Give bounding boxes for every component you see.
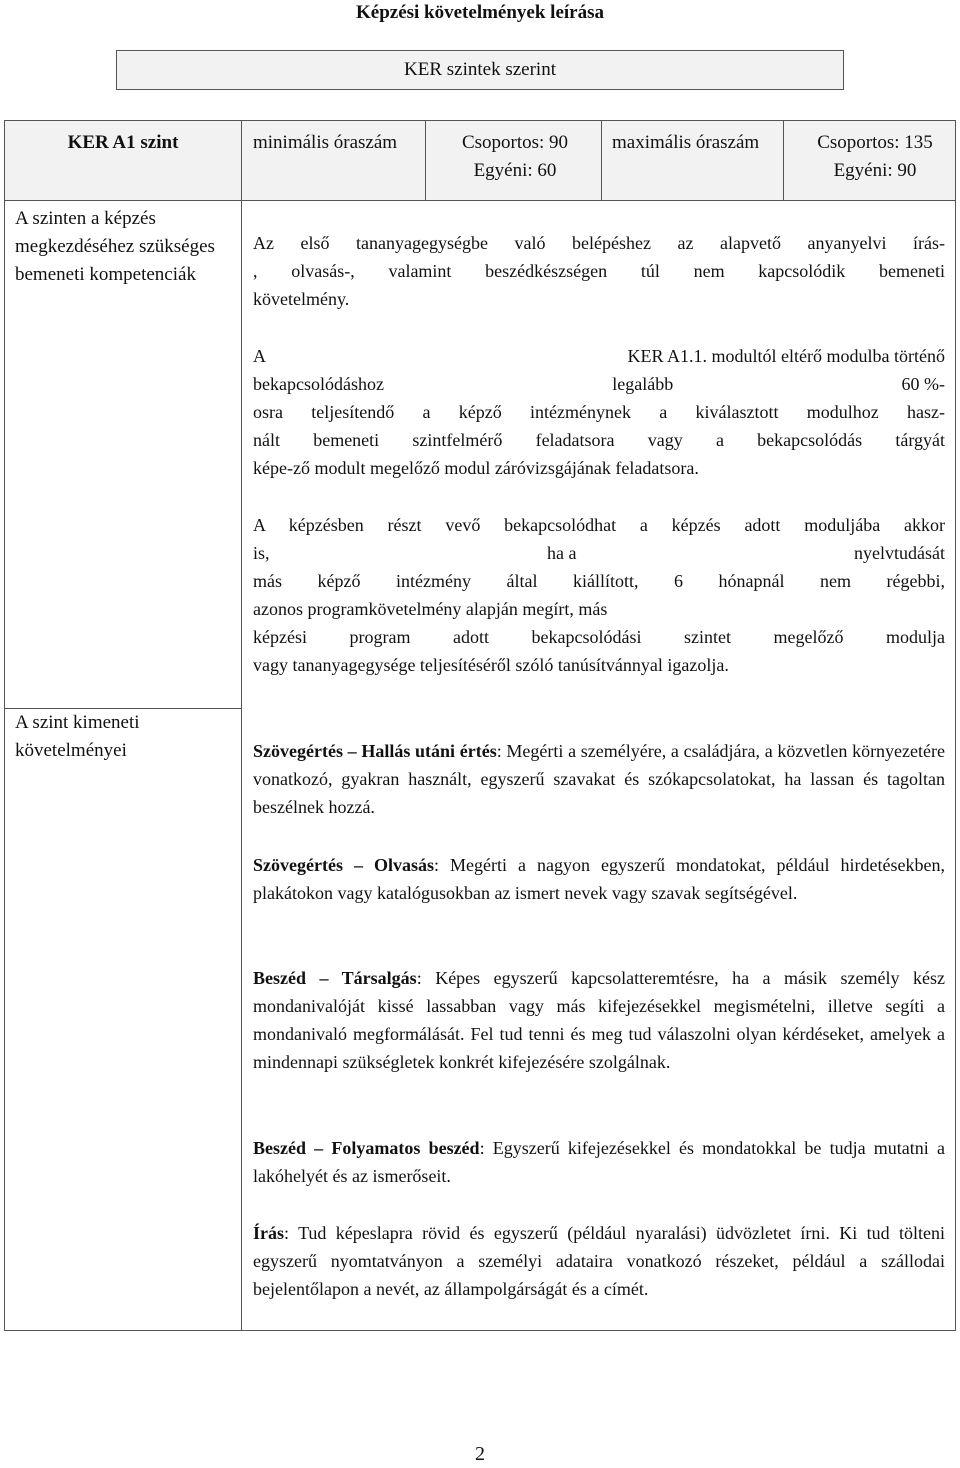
reading-requirement: Szövegértés – Olvasás: Megérti a nagyon egyszerű mondatokat, például hirdetésekben, plakátokon vagy katalógusokban az ismert nevek vagy szavak segítségével.	[253, 855, 945, 903]
ker-levels-banner: KER szintek szerint	[116, 50, 844, 90]
header-divider	[425, 121, 426, 200]
level-heading: KER A1 szint	[67, 132, 179, 153]
input-competencies-text: Az első tananyagegységbe való belépéshez az alapvető anyanyelvi írás- , olvasás-, valamint beszédkészségen túl nem kapcsolódik bemeneti követelmény.	[253, 233, 945, 309]
min-group-hours: Csoportos: 90	[461, 132, 569, 153]
min-hours-values	[435, 129, 595, 185]
requirements-table	[4, 120, 956, 1331]
min-individual-hours: Egyéni: 60	[473, 160, 557, 181]
min-hours-label: minimális óraszám	[253, 132, 398, 153]
conversation-requirement: Beszéd – Társalgás: Képes egyszerű kapcsolatteremtésre, ha a másik személy kész mondanivalóját kissé lassabban vagy más kifejezésekkel megismételni, illetve segíti a mondanivaló megformálását. Fel tud tenni és meg tud válaszolni olyan kérdéseket, amelyek a mindennapi szükségletek konkrét kifejezésére szolgálnak.	[253, 968, 946, 1072]
max-hours-values	[795, 129, 955, 185]
column-divider	[241, 121, 242, 1330]
max-individual-hours: Egyéni: 90	[833, 160, 917, 181]
input-competencies-label: A szinten a képzés megkezdéséhez szükséges bemeneti kompetenciák	[15, 208, 215, 285]
page-number: 2	[475, 1443, 485, 1465]
max-group-hours: Csoportos: 135	[817, 132, 933, 153]
module-entry-text: A KER A1.1. modultól eltérő modulba történő bekapcsolódáshoz legalább 60 %- osra teljesítendő a képző intézménynek a kiválasztott modulhoz hasz- nált bemeneti szintfelmérő feladatsora vagy a bekapcsolódás tárgyát képe-ző modult megelőző modul záróvizsgájának feladatsora.	[253, 346, 945, 478]
certificate-entry-text: A képzésben részt vevő bekapcsolódhat a képzés adott moduljába akkor is, ha a nyelvtudását más képző intézmény által kiállított, 6 hónapnál nem régebbi, azonos programkövetelmény alapján megírt, más képzési program adott bekapcsolódási szintet megelőző modulja vagy tananyagegysége teljesítéséről szóló tanúsítvánnyal igazolja.	[253, 515, 945, 675]
writing-requirement: Írás: Tud képeslapra rövid és egyszerű (például nyaralási) üdvözletet írni. Ki tud tölteni egyszerű nyomtatványon a személyi adataira vonatkozó részeket, például a szállodai bejelentőlapon a nevét, az állampolgárságát és a címét.	[253, 1223, 945, 1299]
listening-requirement: Szövegértés – Hallás utáni értés: Megérti a személyére, a családjára, a közvetlen környezetére vonatkozó, gyakran használt, egyszerű szavakat és szókapcsolatokat, ha lassan és tagoltan beszélnek hozzá.	[253, 741, 945, 817]
header-divider	[601, 121, 602, 200]
output-requirements-label: A szint kimeneti követelményei	[15, 712, 140, 761]
spoken-production-requirement: Beszéd – Folyamatos beszéd: Egyszerű kifejezésekkel és mondatokkal be tudja mutatni a lakóhelyét és az ismerőseit.	[253, 1138, 945, 1186]
page-title: Képzési követelmények leírása	[355, 2, 604, 23]
table-header-row	[5, 121, 955, 201]
max-hours-label: maximális óraszám	[612, 132, 760, 153]
header-divider	[783, 121, 784, 200]
